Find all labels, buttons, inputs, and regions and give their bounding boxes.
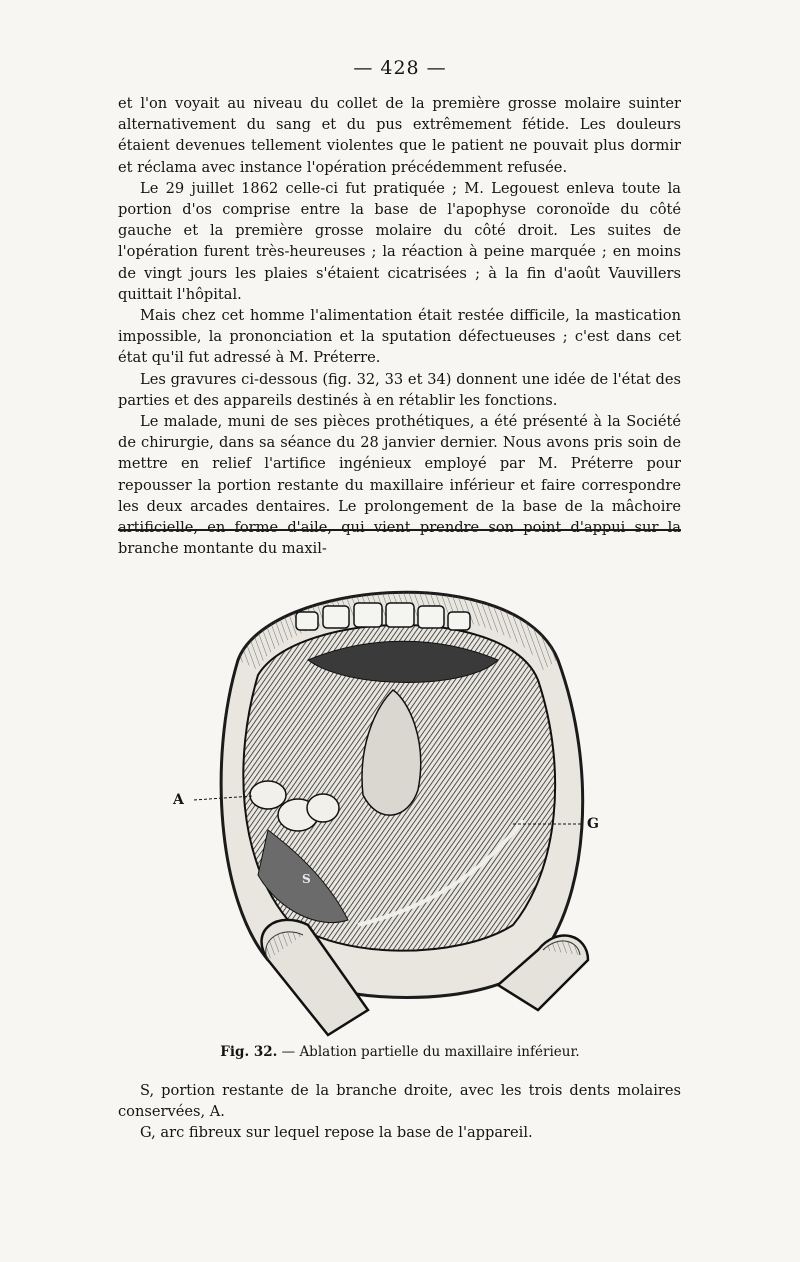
mouth-engraving <box>118 540 681 1040</box>
label-s: S <box>302 872 311 886</box>
label-g: G <box>587 816 599 832</box>
caption-number: Fig. 32. <box>220 1044 278 1060</box>
caption-dash: — <box>277 1044 300 1060</box>
label-a: A <box>173 792 184 808</box>
page-number: — 428 — <box>353 57 447 79</box>
paragraph: Mais chez cet homme l'alimentation était restée difficile, la mastication impossible, la prononciation et la sputation défectueuses ; c'est dans cet état qu'il fut adressé à M. Préterre. <box>118 307 681 367</box>
legend-item-g: G, arc fibreux sur lequel repose la base de l'appareil. <box>140 1124 533 1142</box>
caption-text: Ablation partielle du maxillaire inférieur. <box>299 1044 580 1060</box>
figure-32 <box>118 540 681 1040</box>
paragraph: Le 29 juillet 1862 celle-ci fut pratiquée ; M. Legouest enleva toute la portion d'os comprise entre la base de l'apophyse coronoïde du côté gauche et la première grosse molaire du côté droit. Les suites de l'opération furent très-heureuses ; la réaction à peine marquée ; en moins de vingt jours les plaies s'étaient cicatrisées ; à la fin d'août Vauvillers quittait l'hôpital. <box>118 179 681 303</box>
legend-item-s: S, portion restante de la branche droite, avec les trois dents molaires conservées, A. <box>118 1082 681 1121</box>
paragraph: et l'on voyait au niveau du collet de la première grosse molaire suinter alternativement du sang et du pus extrêmement fétide. Les douleurs étaient devenues tellement violentes que le patient ne pouvait plus dormir et réclama avec instance l'opération précédemment refusée. <box>118 95 681 176</box>
figure-caption <box>0 1044 800 1060</box>
paragraph: Le malade, muni de ses pièces prothétiques, a été présenté à la Société de chirurgie, dans sa séance du 28 janvier dernier. Nous avons pris soin de mettre en relief l'artifice ingénieux employé par M. Préterre pour repousser la portion restante du maxillaire inférieur et faire correspondre les deux arcades dentaires. Le prolongement de la base de la mâchoire artificielle, en forme d'aile, qui vient prendre son point d'appui sur la branche montante du maxil- <box>118 413 681 558</box>
horizontal-rule <box>118 529 681 531</box>
paragraph: Les gravures ci-dessous (fig. 32, 33 et 34) donnent une idée de l'état des parties et des appareils destinés à en rétablir les fonctions. <box>118 370 681 409</box>
body-text <box>118 93 681 559</box>
figure-legend <box>118 1080 681 1144</box>
